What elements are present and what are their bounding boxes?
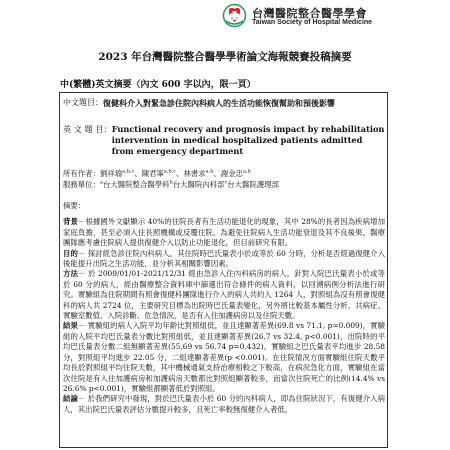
abstract-method [63, 269, 385, 321]
abstract-box [59, 92, 388, 448]
org-name-zh: 台灣醫院整合醫學學會 [252, 7, 367, 20]
author-1: 劉祥瑜 [99, 169, 123, 178]
purpose-text: － 探討經急診住院內科病人，其住院時巴氏量表小於或等於 60 分時，分析是否經過復健介入後能提升出院之生活功能，並分析其相關影響因素。 [63, 248, 385, 269]
authors-label: 所有作者： [63, 169, 100, 178]
author-1-sup: a,b,c [122, 168, 135, 175]
result-text: － 實驗組的病人入院平均年齡比對照組低，並且達顯著差異(69.8 vs 71.1, p=0.009)，實驗組的入院平均巴氏量表分數比對照組低，並且達顯著差異(26.7 vs 32.4, p<0.001)，出院時的平均巴氏量表分數二組無顯著差異(55.69 vs 56.74 p=0.432)。實驗組之巴氏量表平均進步 28.58 分，對照組平均進步 22.05 分，二組達顯著差異(p <0.001)。在住院情況方面實驗組住院天數平均長於對照組平均住院天數，其中機械通氣支持治療相較之下較高，在病況急化方面，實驗組在當次住院是有入住加護病房和加護病房天數都比對照組顯著較多，而當次住院死亡的比例(14.4% vs 26.6% p<0.001)，實驗組都顯著低於對照組。 [63, 321, 385, 393]
abstract-background [63, 217, 385, 248]
purpose-label: 目的 [63, 248, 78, 258]
affiliation-b-sup: b [169, 179, 173, 186]
author-2-sup: a,b,c [163, 168, 177, 175]
abstract-body [63, 201, 385, 415]
abstract-conclusion [63, 394, 385, 415]
abstract-heading: 摘要： [63, 201, 86, 210]
conclusion-text: － 於我們研究中發現，對於巴氏量表小於 60 分的內科病人，即為住院狀況下，有復健介入病人，其出院巴氏量表評估分數提升較多，且死亡率較無復健介入者低。 [63, 394, 385, 414]
author-3: 、林書求 [176, 169, 206, 178]
zh-title-text: 復健科介入對緊急診住院內科病人的生活功能恢復幫助和預後影響 [103, 98, 335, 108]
zh-title-row [63, 97, 385, 109]
en-title-label: 英 文 題 目： [63, 124, 112, 134]
background-text: －根據國外文獻顯示 40%的住院長者有生活功能退化的現象，其中 28%的長者因為疾病增加家庭負擔，甚至必須入住長照機構或反覆住院。為避免住院病人生活功能衰退及其不良後果，醫療團隊應考慮住院病人提供復健介入以防止功能退化，但目前研究有限。 [63, 217, 385, 248]
abstract-result [63, 321, 385, 394]
header [0, 0, 450, 32]
org-name-en: Taiwan Society of Hospital Medicine [252, 19, 373, 26]
abstract-purpose [63, 249, 385, 270]
section-title: 中(繁體)英文摘要（內文 600 字以內，限一頁） [60, 80, 256, 90]
author-3-sup: a,b [205, 168, 214, 175]
author-4-sup: a,b [243, 168, 251, 175]
author-4: 、謝金忠 [213, 169, 244, 178]
method-label: 方法 [63, 269, 79, 279]
affiliations-line [63, 179, 385, 190]
affiliation-b: 台大醫院內科部 [172, 180, 225, 189]
page-title: 2023 年台灣醫院整合醫學學術論文海報競賽投稿摘要 [98, 51, 352, 63]
en-title-row [63, 124, 385, 158]
background-label: 背景 [63, 217, 78, 227]
authors-block [63, 168, 385, 190]
en-title-text: Functional recovery and prognosis impact by rehabilitation intervention in medical hospitalized patients admitted from emergency department [111, 124, 385, 157]
author-2: 、陳君峯 [134, 169, 164, 178]
authors-line [63, 168, 385, 179]
affiliation-c: 台大醫院護理部 [227, 180, 279, 189]
affiliation-a-sup: a [99, 179, 103, 186]
society-logo-icon [222, 3, 247, 28]
affiliations-label: 服務單位： [63, 180, 100, 189]
affiliation-a: 台大醫院整合醫學科 [102, 180, 170, 189]
conclusion-label: 結論 [63, 394, 78, 404]
zh-title-label: 中文題目： [63, 98, 103, 107]
method-text: － 於 2009/01/01-2021/12/31 經由急診入住內科病房的病人，針對入院巴氏量表小於或等於 60 分的病人，經由醫療整合資料庫中篩選出符合條件的病人資料，以回溯病例分析法進行研究。實驗組為住院期間有照會復健科團隊進行介入的病人共約人 1264 人，對照組為沒有照會復健科的病人共 2724 位，主要研究目標為出院時巴氏量表變化，另外將比較基本屬性分析、共病症、實驗室數值、入院診斷、危急情況，是否有入住加護病房以及住院天數。 [63, 269, 385, 321]
affiliation-c-sup: c [224, 179, 228, 186]
result-label: 結果 [63, 321, 78, 331]
